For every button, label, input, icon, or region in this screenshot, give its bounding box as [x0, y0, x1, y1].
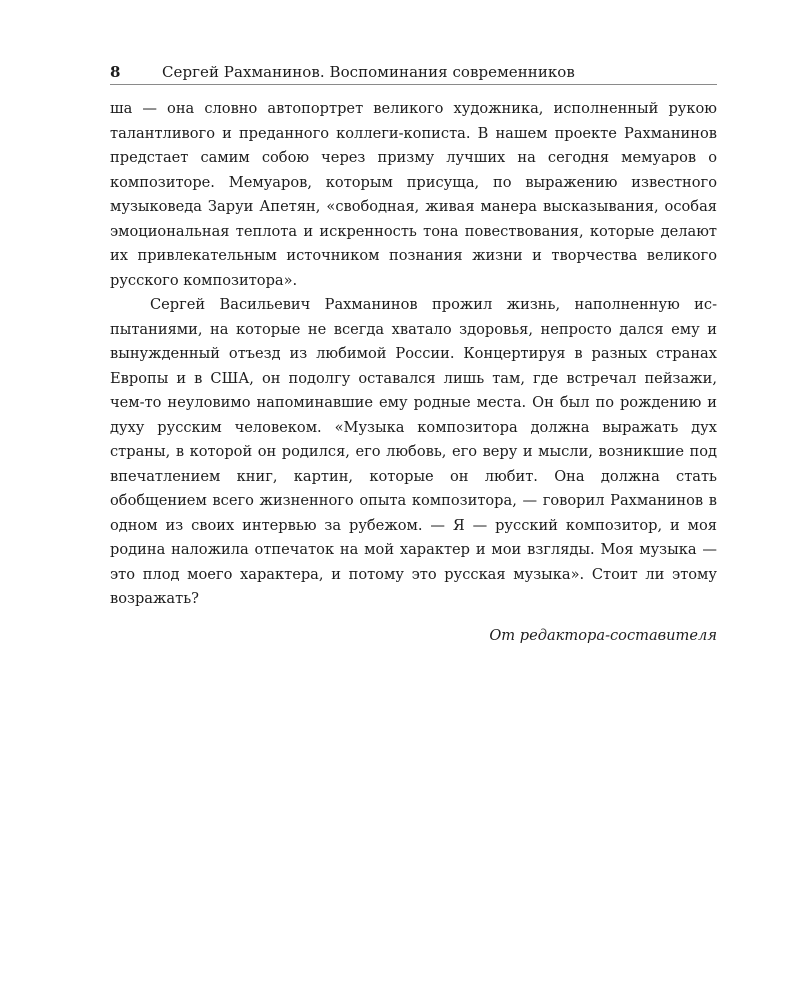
running-header	[110, 62, 717, 85]
editor-signature: От редактора-составителя	[489, 626, 717, 644]
paragraph-continuation: ша — она словно автопортрет великого художника, исполненный рукою талантливого и преданного коллеги-кописта. В нашем проекте Рахманинов предстает самим собою через призму лучших на сегодня мемуаров о композиторе. Мемуаров, которым присуща, по выражению известного музыковеда Заруи Апетян, «свободная, живая манера высказывания, особая эмоциональная теплота и искренность тона повествования, которые делают их привлекательным источником познания жизни и творчества великого русского композитора».	[110, 100, 717, 289]
running-title: Сергей Рахманинов. Воспоминания современников	[162, 63, 575, 81]
book-page	[110, 62, 717, 648]
body-text	[110, 97, 717, 612]
page-number: 8	[110, 63, 121, 81]
paragraph-rachmaninoff-life: Сергей Васильевич Рахманинов прожил жизнь, наполненную испытаниями, на которые не всегда хватало здоровья, непросто дался ему и вынужденный отъезд из любимой России. Концертируя в разных странах Европы и в США, он подолгу оставался лишь там, где встречал пейзажи, чем-то неуловимо напоминавшие ему родные места. Он был по рождению и духу русским человеком. «Музыка композитора должна выражать дух страны, в которой он родился, его любовь, его веру и мысли, возникшие под впечатлением книг, картин, которые он любит. Она должна стать обобщением всего жизненного опыта композитора, — говорил Рахманинов в одном из своих интервью за рубежом. — Я — русский композитор, и моя родина наложила отпечаток на мой характер и мои взгляды. Моя музыка — это плод моего характера, и потому это русская музыка». Стоит ли этому возражать?	[110, 296, 717, 607]
